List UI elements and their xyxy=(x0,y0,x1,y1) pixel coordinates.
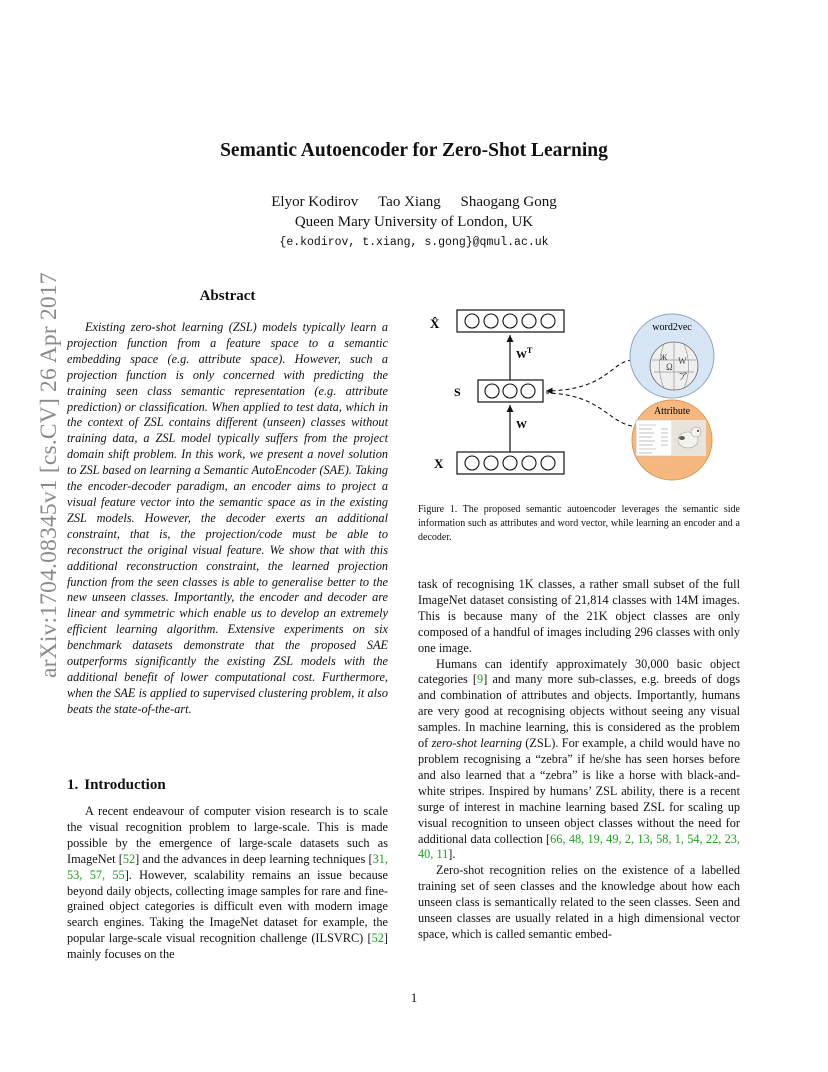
text-run: ] and many more sub-classes, e.g. breeds of dogs and combination of attributes and objects. Importantly, humans are very good at recognising objects without seeing any visual samples. In machine learning, this is considered as the problem of xyxy=(418,672,741,751)
encoder-weight-label: W xyxy=(516,419,527,431)
citation-link[interactable]: 52 xyxy=(371,931,384,946)
text-run: ]. However, scalability remains an issue because beyond daily objects, collecting image samples for rare and fine-grained object categories is difficult even with modern image search engines. Taking the ImageNet dataset for example, the popular large-scale visual recognition challenge (ILSVRC) [ xyxy=(67,867,389,946)
section-title: Introduction xyxy=(84,777,166,793)
citation-link[interactable]: 52 xyxy=(122,851,136,866)
svg-text:Ж: Ж xyxy=(660,353,668,362)
page-number: 1 xyxy=(410,990,418,1005)
animal-photo-icon xyxy=(672,420,706,456)
x-vector xyxy=(457,452,564,474)
citation-link[interactable]: 9 xyxy=(477,672,484,687)
body-paragraph: task of recognising 1K classes, a rather small subset of the full ImageNet dataset consisting of 21,814 classes with 14M images. This is because many of the 21K object classes are only composed of a handful of images including 296 classes with only one image. xyxy=(418,577,740,655)
body-paragraph: Zero-shot recognition relies on the existence of a labelled training set of seen classes and the knowledge about how each unseen class is semantically related to the seen classes. Seen and unseen classes are usually related in a high dimensional vector space, which is called semantic embed- xyxy=(418,863,740,941)
affiliation: Queen Mary University of London, UK xyxy=(294,214,534,230)
attribute-table-icon xyxy=(636,420,672,456)
x-label: X xyxy=(434,456,444,471)
author-list xyxy=(0,194,828,211)
paper-title: Semantic Autoencoder for Zero-Shot Learning xyxy=(220,140,608,161)
x-nodes xyxy=(465,456,555,470)
text-run: A recent endeavour of computer vision research is to scale the visual recognition problem to large-scale. This is made possible by the emergence of large-scale datasets such as ImageNet [ xyxy=(67,804,388,866)
figure-caption: Figure 1. The proposed semantic autoencoder leverages the semantic side information such as attributes and word vector, while learning an encoder and a decoder. xyxy=(418,504,740,543)
text-run: ]. xyxy=(448,847,456,862)
right-column xyxy=(418,577,740,943)
figure-diagram xyxy=(420,304,730,490)
author-email: {e.kodirov, t.xiang, s.gong}@qmul.ac.uk xyxy=(279,236,549,249)
word2vec-link xyxy=(546,360,632,391)
svg-text:W: W xyxy=(678,356,687,366)
text-run: Humans can identify approximately 30,000 basic object categories [ xyxy=(418,656,740,687)
attribute-label: Attribute xyxy=(653,406,691,417)
text-run: ] mainly focuses on the xyxy=(67,931,388,962)
s-label: S xyxy=(454,385,461,399)
xhat-nodes xyxy=(465,314,555,328)
word2vec-label: word2vec xyxy=(652,322,692,333)
xhat-label: X̂ xyxy=(430,316,440,331)
citation-link[interactable]: 31, 53, 57, 55 xyxy=(67,851,388,882)
emphasis-text: zero-shot learning xyxy=(431,736,522,751)
author-name: Tao Xiang xyxy=(378,194,441,210)
s-vector xyxy=(478,380,543,402)
abstract-text: Existing zero-shot learning (ZSL) models typically learn a projection function from a feature space to a semantic embedding space (e.g. attribute space). However, such a projection function is only concerned with predicting the training seen class semantic representation (e.g. attribute prediction) or classification. When applied to test data, which in the context of ZSL contains different (unseen) classes without training data, a ZSL model typically suffers from the project domain shift problem. In this work, we present a novel solution to ZSL based on learning a Semantic AutoEncoder (SAE). Taking the encoder-decoder paradigm, an encoder aims to project a visual feature vector into the semantic space as in the existing ZSL models. However, the decoder exerts an additional constraint, that is, the projection/code must be able to reconstruct the original visual feature. We show that with this additional reconstruction constraint, the learned projection function from the seen classes is able to generalise better to the new unseen classes. Importantly, the encoder and decoder are linear and symmetric which enable us to develop an extremely efficient learning algorithm. Extensive experiments on six benchmark datasets demonstrate that the proposed SAE outperforms significantly the existing ZSL models with the additional benefit of lower computational cost. Furthermore, when the SAE is applied to supervised clustering problem, it also beats the state-of-the-art. xyxy=(67,320,388,716)
decoder-weight-label: $W^T$ xyxy=(516,346,533,361)
author-name: Shaogang Gong xyxy=(460,194,557,210)
arxiv-stamp xyxy=(16,272,62,678)
arxiv-id: arXiv:1704.08345v1 [cs.CV] 26 Apr 2017 xyxy=(36,272,62,678)
text-run: (ZSL). For example, a child would have no problem recognising a “zebra” if he/she has seen horses before and also learned that a “zebra” is like a horse with black-and-white stripes. Inspired by humans’ ZSL ability, there is a recent surge of interest in machine learning based ZSL for scaling up visual recognition to unseen object classes without the need for additional data collection [ xyxy=(418,736,741,846)
section-number: 1. xyxy=(67,777,79,793)
text-run: ] and the advances in deep learning techniques [ xyxy=(135,851,373,866)
section-heading xyxy=(67,777,166,794)
s-nodes xyxy=(485,384,535,398)
svg-text:ア: ア xyxy=(678,372,688,383)
author-name: Elyor Kodirov xyxy=(271,194,359,210)
citation-link[interactable]: 66, 48, 19, 49, 2, 13, 58, 1, 54, 22, 23, 40, 11 xyxy=(418,831,740,862)
svg-text:Ω: Ω xyxy=(666,362,673,372)
abstract-heading: Abstract xyxy=(199,288,256,304)
attribute-link xyxy=(546,393,632,426)
wikipedia-globe-icon xyxy=(650,342,698,390)
xhat-vector xyxy=(457,310,564,332)
body-paragraph xyxy=(418,657,740,864)
intro-paragraph xyxy=(67,804,388,963)
